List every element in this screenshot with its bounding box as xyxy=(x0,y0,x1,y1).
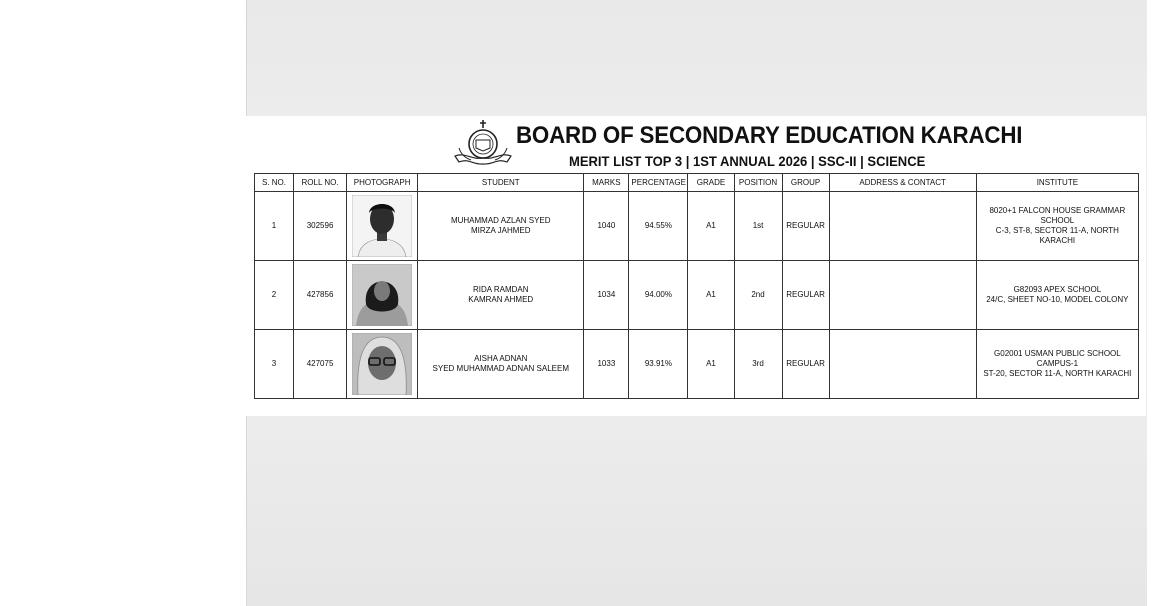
grade: A1 xyxy=(688,192,734,261)
grade: A1 xyxy=(688,330,734,399)
serial-number: 2 xyxy=(255,261,294,330)
serial-number: 3 xyxy=(255,330,294,399)
column-header: ROLL NO. xyxy=(294,174,347,192)
roll-number: 427075 xyxy=(294,330,347,399)
board-emblem-icon xyxy=(451,118,515,170)
position: 3rd xyxy=(734,330,782,399)
student-photo xyxy=(347,330,418,399)
group: REGULAR xyxy=(782,261,829,330)
parent-name-line: MIRZA JAHMED xyxy=(470,226,531,235)
marks: 1034 xyxy=(584,261,629,330)
institute-address: C-3, ST-8, SECTOR 11-A, NORTH KARACHI xyxy=(995,226,1119,245)
percentage: 93.91% xyxy=(629,330,688,399)
serial-number: 1 xyxy=(255,192,294,261)
percentage: 94.55% xyxy=(629,192,688,261)
student-photo xyxy=(347,192,418,261)
table-row xyxy=(255,192,1139,261)
student-photo xyxy=(347,261,418,330)
student-name xyxy=(418,261,584,330)
group: REGULAR xyxy=(782,192,829,261)
institute xyxy=(976,330,1138,399)
student-name xyxy=(418,330,584,399)
merit-table xyxy=(254,173,1139,399)
roll-number: 302596 xyxy=(294,192,347,261)
percentage: 94.00% xyxy=(629,261,688,330)
parent-name-line: SYED MUHAMMAD ADNAN SALEEM xyxy=(432,364,569,373)
column-header: POSITION xyxy=(734,174,782,192)
table-row xyxy=(255,330,1139,399)
student-photo-headscarf-glasses-portrait xyxy=(352,333,412,395)
column-header: PHOTOGRAPH xyxy=(347,174,418,192)
position: 1st xyxy=(734,192,782,261)
institute-address: 24/C, SHEET NO-10, MODEL COLONY xyxy=(986,295,1129,304)
document-header xyxy=(246,116,1146,172)
address-contact xyxy=(829,261,976,330)
board-title: BOARD OF SECONDARY EDUCATION KARACHI xyxy=(516,122,1023,149)
institute xyxy=(976,192,1138,261)
position: 2nd xyxy=(734,261,782,330)
student-name-line: AISHA ADNAN xyxy=(474,354,528,363)
institute-address: ST-20, SECTOR 11-A, NORTH KARACHI xyxy=(983,369,1132,378)
column-header: STUDENT xyxy=(418,174,584,192)
column-header: INSTITUTE xyxy=(976,174,1138,192)
table-row xyxy=(255,261,1139,330)
merit-list-subtitle: MERIT LIST TOP 3 | 1ST ANNUAL 2026 | SSC-II | SCIENCE xyxy=(569,153,926,169)
institute-name: G02001 USMAN PUBLIC SCHOOL CAMPUS-1 xyxy=(994,349,1121,368)
address-contact xyxy=(829,330,976,399)
column-header: S. NO. xyxy=(255,174,294,192)
student-photo-hijab-portrait xyxy=(352,264,412,326)
grade: A1 xyxy=(688,261,734,330)
student-photo-male-portrait xyxy=(352,195,412,257)
institute-name: 8020+1 FALCON HOUSE GRAMMAR SCHOOL xyxy=(989,206,1126,225)
merit-list-document xyxy=(246,116,1146,416)
parent-name-line: KAMRAN AHMED xyxy=(468,295,534,304)
marks: 1040 xyxy=(584,192,629,261)
column-header: PERCENTAGE xyxy=(629,174,688,192)
institute xyxy=(976,261,1138,330)
student-name xyxy=(418,192,584,261)
marks: 1033 xyxy=(584,330,629,399)
institute-name: G82093 APEX SCHOOL xyxy=(1013,285,1102,294)
group: REGULAR xyxy=(782,330,829,399)
column-header: MARKS xyxy=(584,174,629,192)
table-header-row xyxy=(255,174,1139,192)
column-header: GRADE xyxy=(688,174,734,192)
student-name-line: RIDA RAMDAN xyxy=(472,285,529,294)
column-header: ADDRESS & CONTACT xyxy=(829,174,976,192)
address-contact xyxy=(829,192,976,261)
roll-number: 427856 xyxy=(294,261,347,330)
student-name-line: MUHAMMAD AZLAN SYED xyxy=(450,216,551,225)
column-header: GROUP xyxy=(782,174,829,192)
